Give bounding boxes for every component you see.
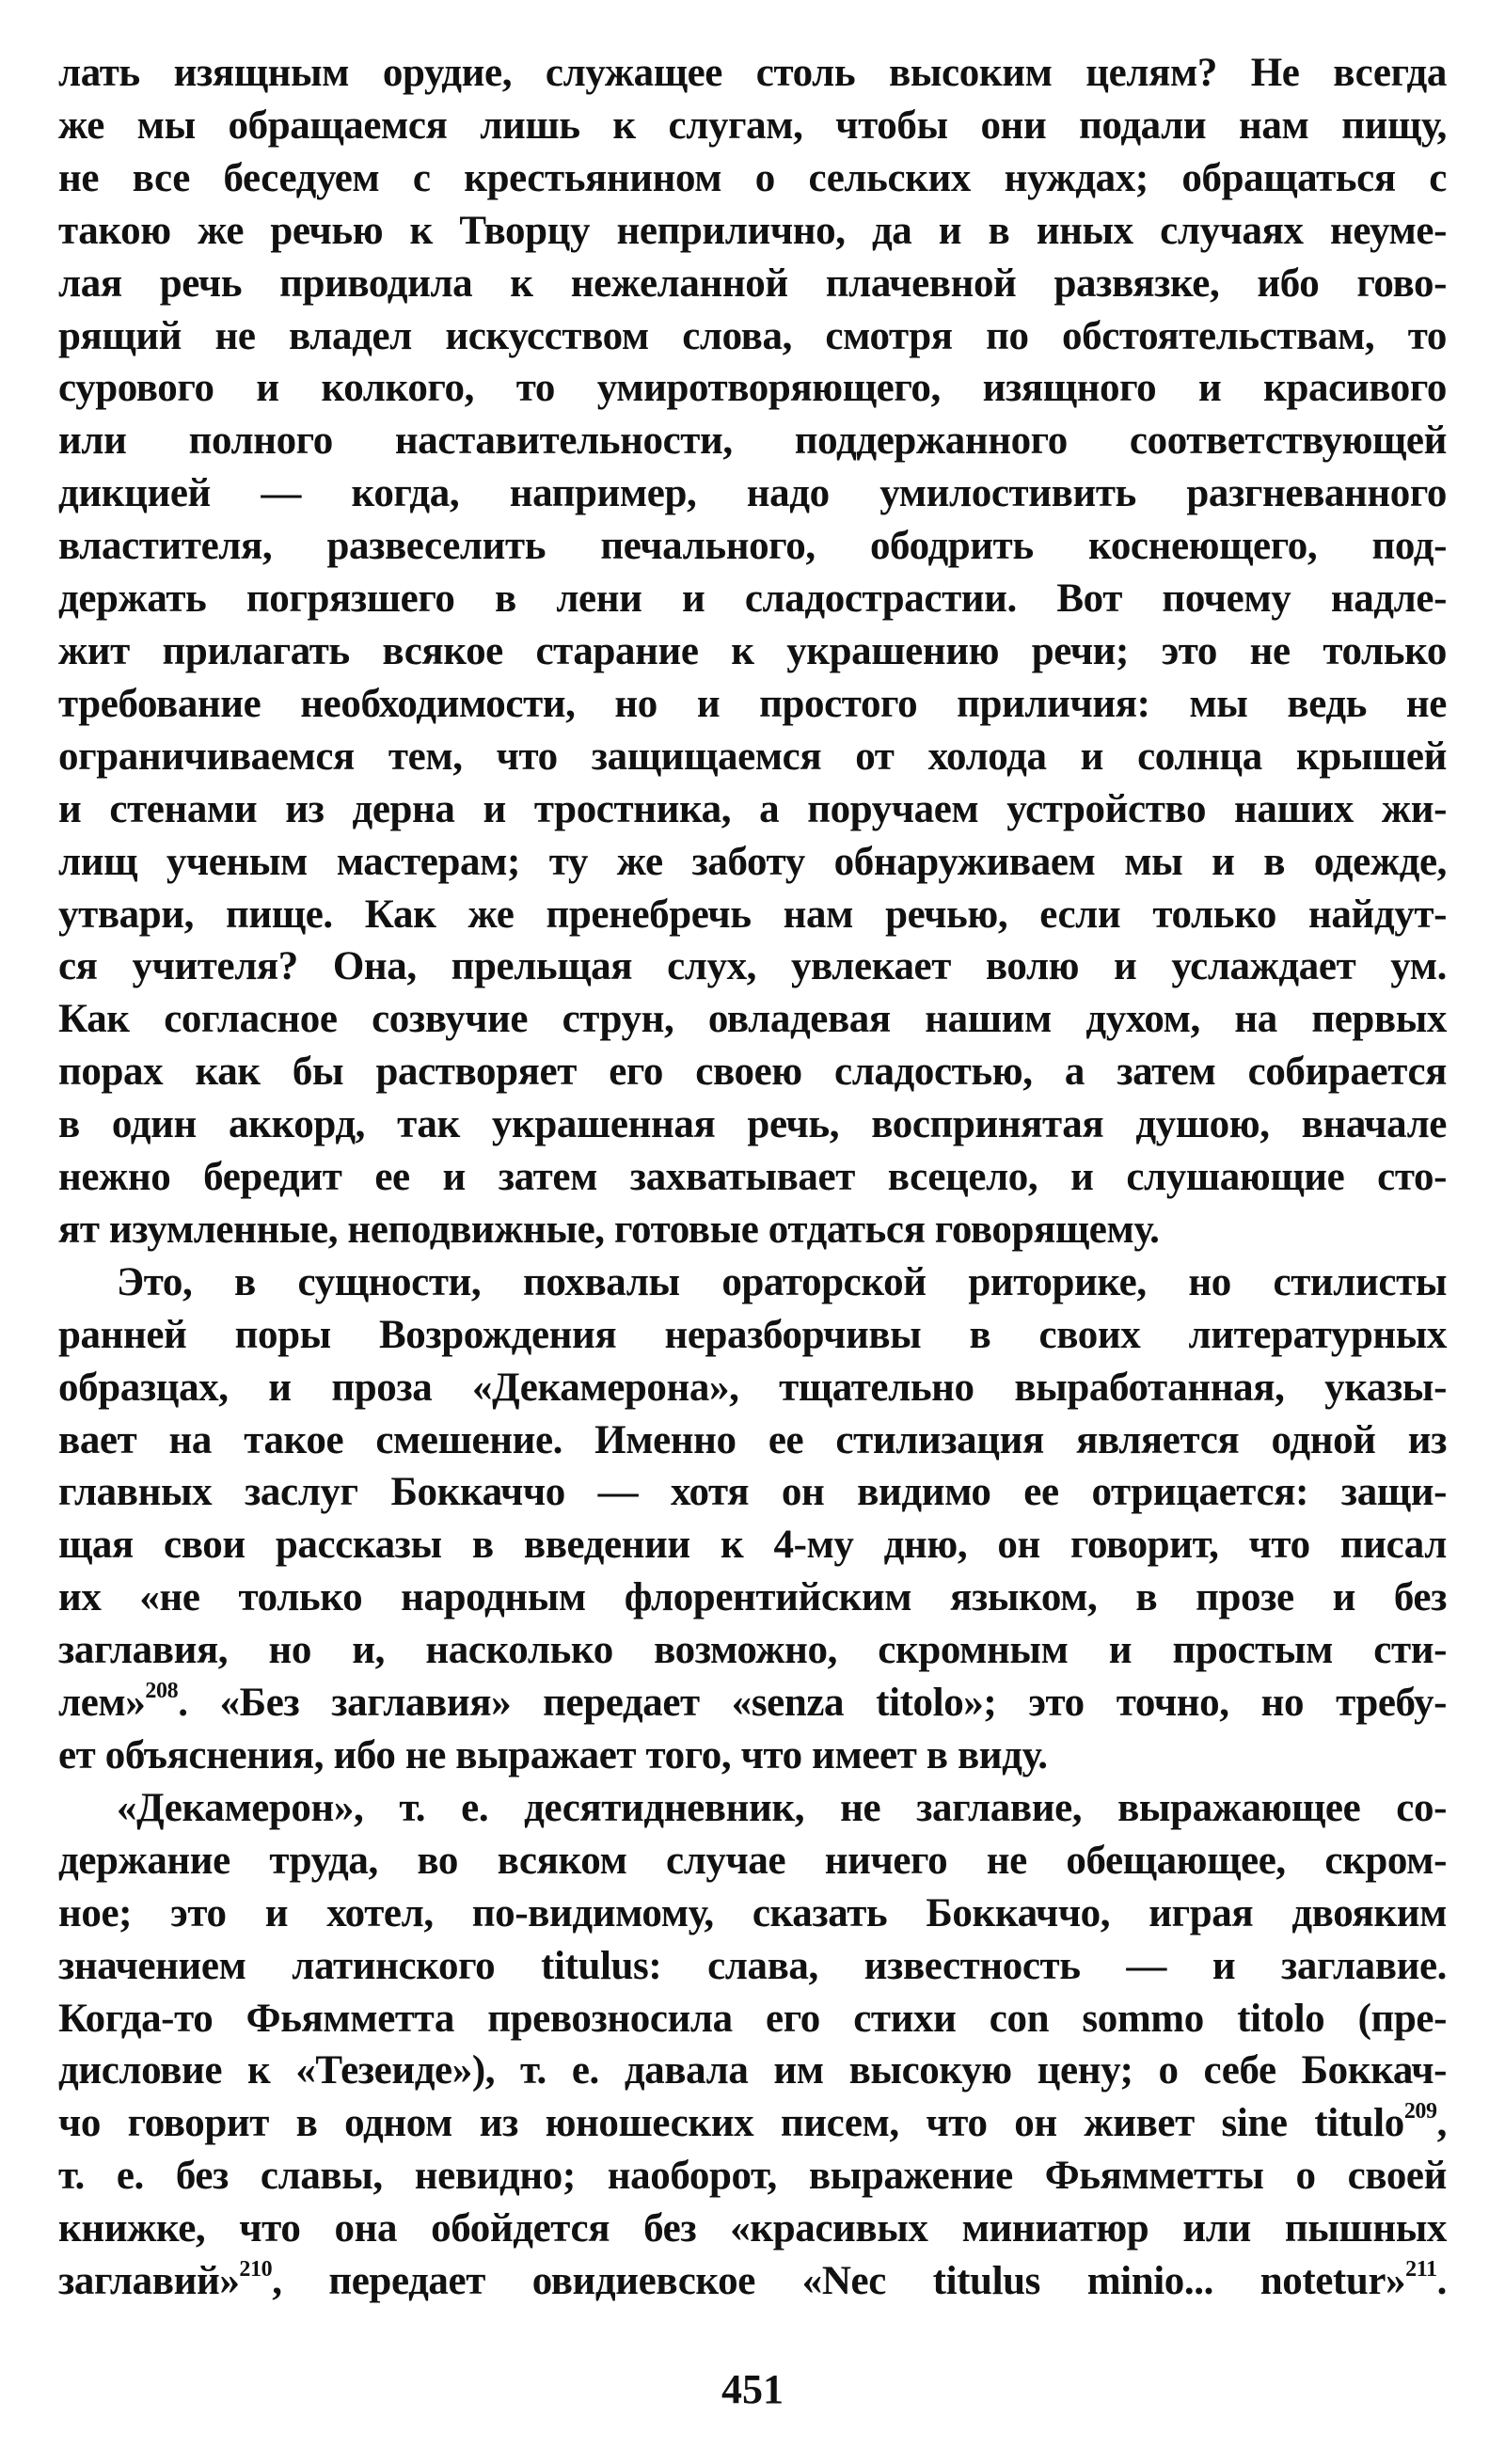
text-line: жит прилагать всякое старание к украшению речи; это не только [58, 628, 1447, 673]
text-line: держание труда, во всяком случае ничего не обещающее, скром- [58, 1838, 1447, 1883]
text-line: образцах, и проза «Декамерона», тщательно выработанная, указы- [58, 1365, 1447, 1410]
text-line: книжке, что она обойдется без «красивых миниатюр или пышных [58, 2206, 1447, 2251]
page-body [58, 47, 1447, 2308]
text-fragment: лем» [58, 1681, 146, 1726]
text-line: в один аккорд, так украшенная речь, воспринятая душою, вначале [58, 1102, 1447, 1147]
text-fragment: , [1436, 2101, 1447, 2146]
paragraph-1 [58, 47, 1447, 1256]
text-line: дикцией — когда, например, надо умилостивить разгневанного [58, 471, 1447, 516]
text-fragment: . «Без заглавия» передает «senza titolo»; это точно, но требу- [178, 1681, 1447, 1726]
text-line: заглавия, но и, насколько возможно, скромным и простым сти- [58, 1628, 1447, 1673]
text-fragment: чо говорит в одном из юношеских писем, что он живет sine titulo [58, 2101, 1404, 2146]
text-line [58, 2255, 1447, 2308]
footnote-ref-211: 211 [1405, 2256, 1437, 2282]
text-line: Как согласное созвучие струн, овладевая нашим духом, на первых [58, 997, 1447, 1042]
text-line: держать погрязшего в лени и сладострастии. Вот почему надле- [58, 577, 1447, 622]
footnote-ref-209: 209 [1403, 2099, 1437, 2124]
text-line: нежно бередит ее и затем захватывает всецело, и слушающие сто- [58, 1155, 1447, 1200]
text-line: ограничиваемся тем, что защищаемся от холода и солнца крышей [58, 734, 1447, 779]
text-line: ет объяснения, ибо не выражает того, что имеет в виду. [58, 1733, 1048, 1777]
text-line: «Декамерон», т. е. десятидневник, не заглавие, выражающее со- [117, 1785, 1447, 1830]
text-line: порах как бы растворяет его своею сладостью, а затем собирается [58, 1050, 1447, 1095]
text-line: же мы обращаемся лишь к слугам, чтобы они подали нам пищу, [58, 103, 1447, 148]
footnote-ref-208: 208 [145, 1678, 179, 1703]
text-line: ранней поры Возрождения неразборчивы в своих литературных [58, 1312, 1447, 1357]
text-line: их «не только народным флорентийским языком, в прозе и без [58, 1575, 1447, 1620]
text-fragment: . [1436, 2259, 1447, 2304]
text-line [58, 1677, 1447, 1730]
text-line: лая речь приводила к нежеланной плачевной развязке, ибо гово- [58, 261, 1447, 306]
text-line: дисловие к «Тезеиде»), т. е. давала им высокую цену; о себе Боккач- [58, 2048, 1447, 2093]
text-line: рящий не владел искусством слова, смотря по обстоятельствам, то [58, 313, 1447, 358]
paragraph-2 [58, 1256, 1447, 1782]
text-line: Когда-то Фьямметта превозносила его стихи con sommo titolo (пре- [58, 1996, 1447, 2041]
footnote-ref-210: 210 [239, 2256, 273, 2282]
paragraph-3 [58, 1782, 1447, 2308]
page-number: 451 [721, 2366, 784, 2412]
text-fragment: , передает овидиевское «Nec titulus minio... notetur» [272, 2259, 1406, 2304]
text-line: требование необходимости, но и простого приличия: мы ведь не [58, 681, 1447, 726]
text-line: т. е. без славы, невидно; наоборот, выражение Фьямметты о своей [58, 2154, 1447, 2199]
text-line: щая свои рассказы в введении к 4-му дню, он говорит, что писал [58, 1523, 1447, 1568]
text-line: властителя, развеселить печального, ободрить коснеющего, под- [58, 524, 1447, 569]
text-line: ся учителя? Она, прельщая слух, увлекает волю и услаждает ум. [58, 944, 1447, 989]
text-line [58, 2097, 1447, 2150]
text-line: сурового и колкого, то умиротворяющего, изящного и красивого [58, 366, 1447, 411]
text-line: утвари, пище. Как же пренебречь нам речью, если только найдут- [58, 892, 1447, 937]
text-fragment: заглавий» [58, 2259, 240, 2304]
text-line: вает на такое смешение. Именно ее стилизация является одной из [58, 1417, 1447, 1462]
text-line: лать изящным орудие, служащее столь высоким целям? Не всегда [58, 51, 1447, 95]
text-line: или полного наставительности, поддержанного соответствующей [58, 419, 1447, 464]
text-line: не все беседуем с крестьянином о сельских нуждах; обращаться с [58, 155, 1447, 200]
text-line: и стенами из дерна и тростника, а поручаем устройство наших жи- [58, 786, 1447, 831]
text-line: главных заслуг Боккаччо — хотя он видимо ее отрицается: защи- [58, 1470, 1447, 1515]
text-line: Это, в сущности, похвалы ораторской риторике, но стилисты [117, 1259, 1447, 1304]
text-line: такою же речью к Творцу неприлично, да и в иных случаях неуме- [58, 208, 1447, 253]
text-line: лищ ученым мастерам; ту же заботу обнаруживаем мы и в одежде, [58, 839, 1447, 884]
text-line: значением латинского titulus: слава, известность — и заглавие. [58, 1943, 1447, 1988]
text-line: ят изумленные, неподвижные, готовые отдаться говорящему. [58, 1207, 1160, 1252]
text-line: ное; это и хотел, по-видимому, сказать Боккаччо, играя двояким [58, 1890, 1447, 1935]
